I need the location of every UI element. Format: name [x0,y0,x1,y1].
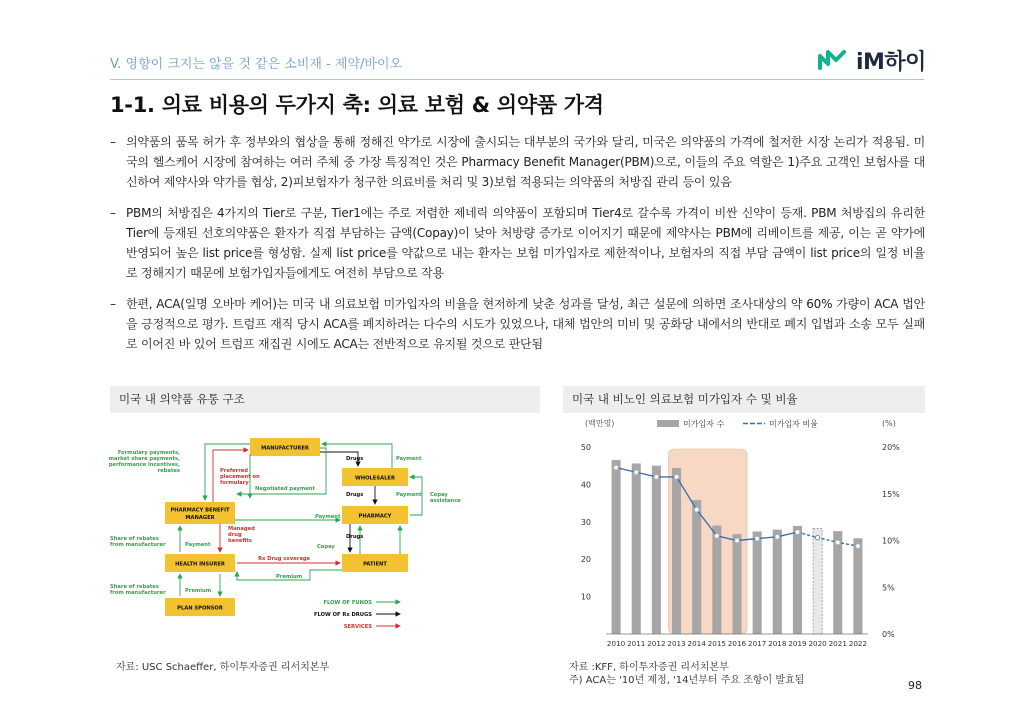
premium-label: Premium [185,588,212,594]
formulary-label: Formulary payments, [117,450,180,456]
formulary-label: market share payments, [108,456,180,462]
bar-uninsured-count [793,526,802,634]
bullet-dash: – [110,135,116,149]
uninsured-rate-line-estimated [797,532,857,546]
rate-point [674,475,678,479]
x-axis-tick: 2017 [748,639,767,648]
drugs-label: Drugs [346,534,364,540]
page-number: 98 [908,679,922,692]
rate-point [775,535,779,539]
title-divider [110,79,924,80]
left-panel-title: 미국 내 의약품 유통 구조 [110,386,540,413]
bar-uninsured-count [712,526,721,634]
x-axis-tick: 2010 [606,639,626,648]
payment-label: Payment [185,542,211,548]
rate-point [614,465,618,469]
bar-uninsured-count [773,530,782,634]
page-title: 1-1. 의료 비용의 두가지 축: 의료 보험 & 의약품 가격 [110,93,604,117]
x-axis-tick: 2019 [788,639,807,648]
pbm-label-1: PHARMACY BENEFIT [170,507,230,514]
right-axis-tick: 10% [882,536,900,546]
preferred-label: formulary [220,480,249,486]
drugs-label: Drugs [346,492,364,498]
pbm-label-2: MANAGER [185,515,215,521]
left-axis-tick: 40 [580,480,591,490]
x-axis-tick: 2013 [667,639,686,648]
bullet-text: 의약품의 품목 허가 후 정부와의 협상을 통해 정해진 약가로 시장에 출시되는 대부분의 국가와 달리, 미국은 의약품의 가격에 철저한 시장 논리가 적용됨. 미국의 헬스케어 시장에 참여하는 여러 주체 중 가장 특징적인 것은 Pharmacy Benefit Manager(PBM)으로, 이들의 주요 역할은 1)주요 고객인 보험사를 대신하여 제약사와 약가를 협상, 2)피보험자가 청구한 의료비를 처리 및 3)보험 적용되는 의약품의 처방집 관리 등이 있음 [126,135,925,189]
bullet-dash: – [110,297,116,311]
wholesaler-label: WHOLESALER [355,475,395,482]
bar-uninsured-count [813,529,822,634]
right-source [569,661,804,687]
x-axis-tick: 2021 [828,639,847,648]
x-axis-tick: 2018 [768,639,787,648]
patient-label: PATIENT [363,561,387,568]
managed-benefits-label: benefits [228,538,252,544]
share-rebates-label: from manufacturer [110,590,166,596]
right-source-note: 주) ACA는 '10년 제정, '14년부터 주요 조항이 발효됨 [569,675,805,686]
rate-point [715,534,719,538]
x-axis-tick: 2012 [647,639,666,648]
preferred-label: placement on [220,474,260,480]
rate-point [815,535,819,539]
negotiated-payment-label: Negotiated payment [255,486,315,492]
right-source-line-1: 자료 :KFF, 하이투자증권 리서치본부 [569,662,729,673]
legend-drugs: FLOW OF Rx DRUGS [313,612,372,618]
rate-point [795,530,799,534]
left-axis-tick: 20 [580,555,591,565]
bar-uninsured-count [753,532,762,634]
copay-label: Copay [317,544,335,550]
manufacturer-label: MANUFACTURER [261,445,309,452]
x-axis-tick: 2015 [707,639,726,648]
bullet-text: 한편, ACA(일명 오바마 케어)는 미국 내 의료보험 미가입자의 비율을 현저하게 낮춘 성과를 달성, 최근 설문에 의하면 조사대상의 약 60% 가량이 ACA 법안을 긍정적으로 평가. 트럼프 재직 당시 ACA를 폐지하려는 다수의 시도가 있었으나, 대체 법안의 미비 및 공화당 내에서의 반대로 폐지 입법과 소송 모두 실패로 이어진 바 있어 트럼프 재집권 시에도 ACA는 전반적으로 유지될 것으로 판단됨 [126,297,925,351]
insurer-label: HEALTH INSURER [175,561,225,568]
pharmacy-label: PHARMACY [358,513,392,520]
rate-point [654,475,658,479]
rate-point [836,540,840,544]
x-axis-tick: 2016 [727,639,747,648]
legend-line-label: 미가입자 비율 [769,419,818,429]
share-rebates-label: from manufacturer [110,542,166,548]
rate-point [694,507,698,511]
bullet-item [110,294,925,354]
rate-point [634,470,638,474]
right-axis-tick: 20% [882,443,900,452]
bar-uninsured-count [732,534,741,634]
x-axis-tick: 2022 [848,639,868,648]
preferred-label: Preferred [220,468,249,474]
legend-services: SERVICES [343,624,372,630]
x-axis-tick: 2020 [808,639,827,648]
right-axis-tick: 5% [882,583,895,593]
rate-point [735,538,739,542]
bullet-text: PBM의 처방집은 4가지의 Tier로 구분, Tier1에는 주로 저렴한 제네릭 의약품이 포함되며 Tier4로 갈수록 가격이 비싼 신약이 등재. PBM 처방집의 유리한 Tier에 등재된 선호의약품은 환자가 직접 부담하는 금액(Copay)이 낮아 처방량 증가로 이어지기 때문에 제약사는 PBM에 리베이트를 제공, 이는 곧 약가에 반영되어 높은 list price를 형성함. 실제 list price를 약값으로 내는 환자는 보험 미가입자로 제한적이나, 보험자의 직접 부담 금액이 list price의 일정 비율로 정해지기 때문에 보험가입자들에게도 여전히 부담으로 작용 [126,206,925,280]
plan-sponsor-label: PLAN SPONSOR [177,605,223,612]
bar-uninsured-count [632,463,641,634]
logo-mark-icon [818,50,852,70]
left-axis-unit: (백만명) [585,419,615,428]
company-logo [818,47,926,73]
bar-uninsured-count [672,468,681,634]
bullet-list [110,132,925,365]
uninsured-chart [563,414,925,656]
right-axis-tick: 15% [882,489,900,499]
formulary-label: performance incentives, [108,462,180,468]
left-axis-tick: 50 [580,443,591,452]
left-axis-tick: 30 [580,517,591,527]
premium-label: Premium [276,574,303,580]
rate-point [856,544,860,548]
bullet-item [110,132,925,192]
bar-uninsured-count [652,466,661,634]
drugs-label: Drugs [346,456,364,462]
right-panel-title: 미국 내 비노인 의료보험 미가입자 수 및 비율 [563,386,925,413]
bar-uninsured-count [853,538,862,634]
right-axis-tick: 0% [882,630,895,639]
copay-assistance-label: Copay [430,492,448,498]
payment-label: Payment [396,492,422,498]
left-source: 자료: USC Schaeffer, 하이투자증권 리서치본부 [116,662,330,673]
legend-bar-label: 미가입자 수 [683,419,725,429]
bar-uninsured-count [833,531,842,634]
drug-distribution-diagram [108,430,461,635]
formulary-label: rebates [157,468,180,474]
logo-text: iM하이 [856,49,926,75]
rx-coverage-label: Rx Drug coverage [258,556,311,562]
x-axis-tick: 2014 [687,639,706,648]
copay-assistance-label: assistance [430,498,461,504]
section-tag: V. 영향이 크지는 않을 것 같은 소비재 - 제약/바이오 [110,57,403,72]
share-rebates-label: Share of rebates [110,584,159,590]
left-axis-tick: 10 [580,592,591,602]
rate-point [755,536,759,540]
bullet-item [110,203,925,283]
payment-label: Payment [396,456,422,462]
payment-label: Payment [315,514,341,520]
bar-uninsured-count [612,460,621,634]
legend-funds: FLOW OF FUNDS [323,600,372,606]
x-axis-tick: 2011 [627,639,646,648]
managed-benefits-label: drug [228,532,242,538]
bar-uninsured-count [692,500,701,634]
share-rebates-label: Share of rebates [110,536,159,542]
managed-benefits-label: Managed [228,526,255,532]
bullet-dash: – [110,206,116,220]
legend-bar-swatch [657,420,679,427]
right-axis-unit: (%) [882,419,896,428]
